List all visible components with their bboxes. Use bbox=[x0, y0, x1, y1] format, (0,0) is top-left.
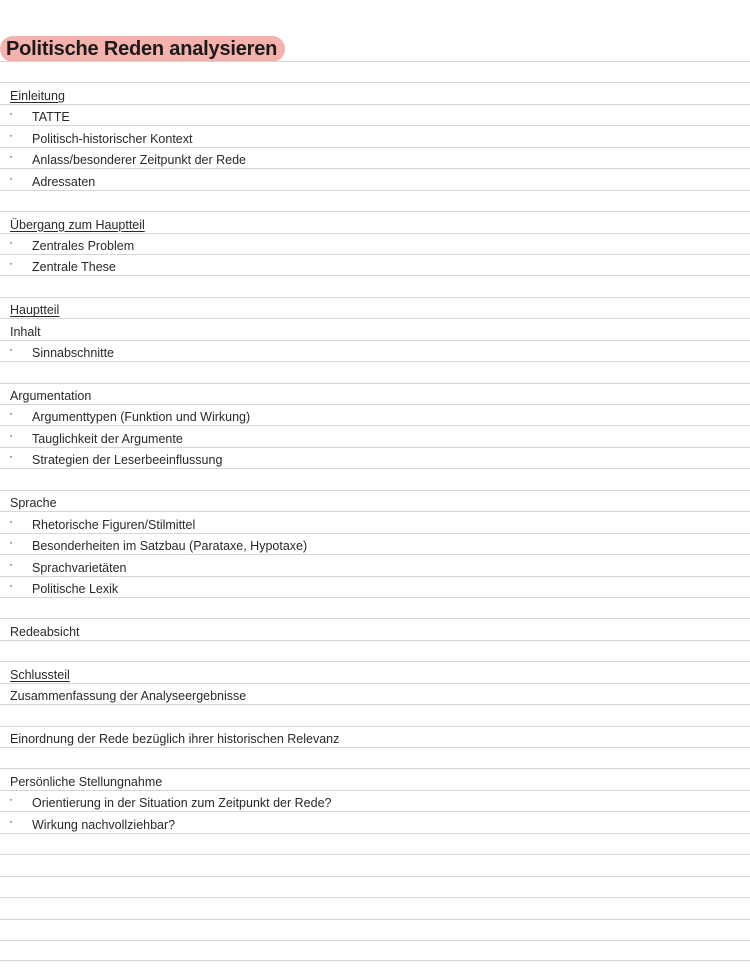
line-text: Strategien der Leserbeeinflussung bbox=[32, 453, 223, 468]
line-text: Redeabsicht bbox=[10, 624, 80, 639]
blank-line bbox=[0, 897, 750, 918]
note-line bbox=[0, 683, 750, 704]
note-line bbox=[0, 726, 750, 747]
title-wrap bbox=[0, 36, 285, 62]
bullet-item bbox=[0, 790, 750, 811]
line-text: Zusammenfassung der Analyseergebnisse bbox=[10, 689, 247, 704]
bullet-icon: · bbox=[9, 127, 13, 142]
note-line bbox=[0, 383, 750, 404]
line-text: TATTE bbox=[32, 110, 70, 125]
bullet-icon: · bbox=[9, 535, 13, 550]
note-line bbox=[0, 618, 750, 639]
note-line bbox=[0, 490, 750, 511]
line-text: Übergang zum Hauptteil bbox=[10, 217, 145, 232]
bullet-item bbox=[0, 425, 750, 446]
line-text: Schlussteil bbox=[10, 667, 70, 682]
bullet-icon: · bbox=[9, 813, 13, 828]
blank-line bbox=[0, 833, 750, 854]
line-text: Sinnabschnitte bbox=[32, 346, 115, 361]
blank-line bbox=[0, 640, 750, 661]
bullet-icon: · bbox=[9, 149, 13, 164]
line-text: Politisch-historischer Kontext bbox=[32, 131, 193, 146]
bullet-item bbox=[0, 576, 750, 597]
line-text: Inhalt bbox=[10, 324, 41, 339]
line-text: Sprache bbox=[10, 496, 57, 511]
line-text: Sprachvarietäten bbox=[32, 560, 127, 575]
bullet-icon: · bbox=[9, 106, 13, 121]
section-heading bbox=[0, 661, 750, 682]
bullet-icon: · bbox=[9, 556, 13, 571]
section-heading bbox=[0, 297, 750, 318]
blank-line bbox=[0, 876, 750, 897]
section-heading bbox=[0, 82, 750, 103]
bullet-icon: · bbox=[9, 234, 13, 249]
line-text: Zentrale These bbox=[32, 260, 116, 275]
blank-line bbox=[0, 190, 750, 211]
bullet-item bbox=[0, 511, 750, 532]
line-text: Anlass/besonderer Zeitpunkt der Rede bbox=[32, 153, 247, 168]
bullet-icon: · bbox=[9, 342, 13, 357]
note-line bbox=[0, 768, 750, 789]
section-heading bbox=[0, 211, 750, 232]
line-text: Zentrales Problem bbox=[32, 238, 135, 253]
bullet-item bbox=[0, 554, 750, 575]
blank-line bbox=[0, 468, 750, 489]
blank-line bbox=[0, 704, 750, 725]
line-text: Orientierung in der Situation zum Zeitpunkt der Rede? bbox=[32, 796, 332, 811]
line-text: Tauglichkeit der Argumente bbox=[32, 431, 183, 446]
blank-line bbox=[0, 854, 750, 875]
blank-line bbox=[0, 361, 750, 382]
bullet-item bbox=[0, 254, 750, 275]
page-title: Politische Reden analysieren bbox=[0, 36, 285, 62]
line-text: Besonderheiten im Satzbau (Parataxe, Hypotaxe) bbox=[32, 539, 308, 554]
blank-line bbox=[0, 275, 750, 296]
bullet-icon: · bbox=[9, 513, 13, 528]
bullet-item bbox=[0, 447, 750, 468]
bullet-item bbox=[0, 147, 750, 168]
line-text: Hauptteil bbox=[10, 303, 60, 318]
line-text: Politische Lexik bbox=[32, 581, 119, 596]
line-text: Argumentation bbox=[10, 389, 92, 403]
bullet-item bbox=[0, 168, 750, 189]
bullet-icon: · bbox=[9, 577, 13, 592]
bullet-icon: · bbox=[9, 406, 13, 421]
bullet-icon: · bbox=[9, 170, 13, 185]
bullet-item bbox=[0, 811, 750, 832]
bullet-icon: · bbox=[9, 792, 13, 807]
blank-line bbox=[0, 61, 750, 82]
blank-line bbox=[0, 940, 750, 961]
line-text: Adressaten bbox=[32, 174, 96, 189]
bullet-item bbox=[0, 125, 750, 146]
bullet-icon: · bbox=[9, 427, 13, 442]
bullet-item bbox=[0, 104, 750, 125]
blank-line bbox=[0, 597, 750, 618]
bullet-item bbox=[0, 404, 750, 425]
line-text: Argumenttypen (Funktion und Wirkung) bbox=[32, 410, 251, 425]
bullet-item bbox=[0, 533, 750, 554]
line-text: Rhetorische Figuren/Stilmittel bbox=[32, 517, 196, 532]
bullet-item bbox=[0, 340, 750, 361]
line-text: Persönliche Stellungnahme bbox=[10, 774, 163, 789]
bullet-icon: · bbox=[9, 449, 13, 464]
bullet-icon: · bbox=[9, 256, 13, 271]
bullet-item bbox=[0, 233, 750, 254]
blank-line bbox=[0, 747, 750, 768]
note-line bbox=[0, 318, 750, 339]
blank-line bbox=[0, 919, 750, 940]
line-text: Einordnung der Rede bezüglich ihrer historischen Relevanz bbox=[10, 732, 340, 746]
ruled-notes bbox=[0, 61, 750, 961]
line-text: Wirkung nachvollziehbar? bbox=[32, 817, 176, 832]
line-text: Einleitung bbox=[10, 88, 65, 103]
